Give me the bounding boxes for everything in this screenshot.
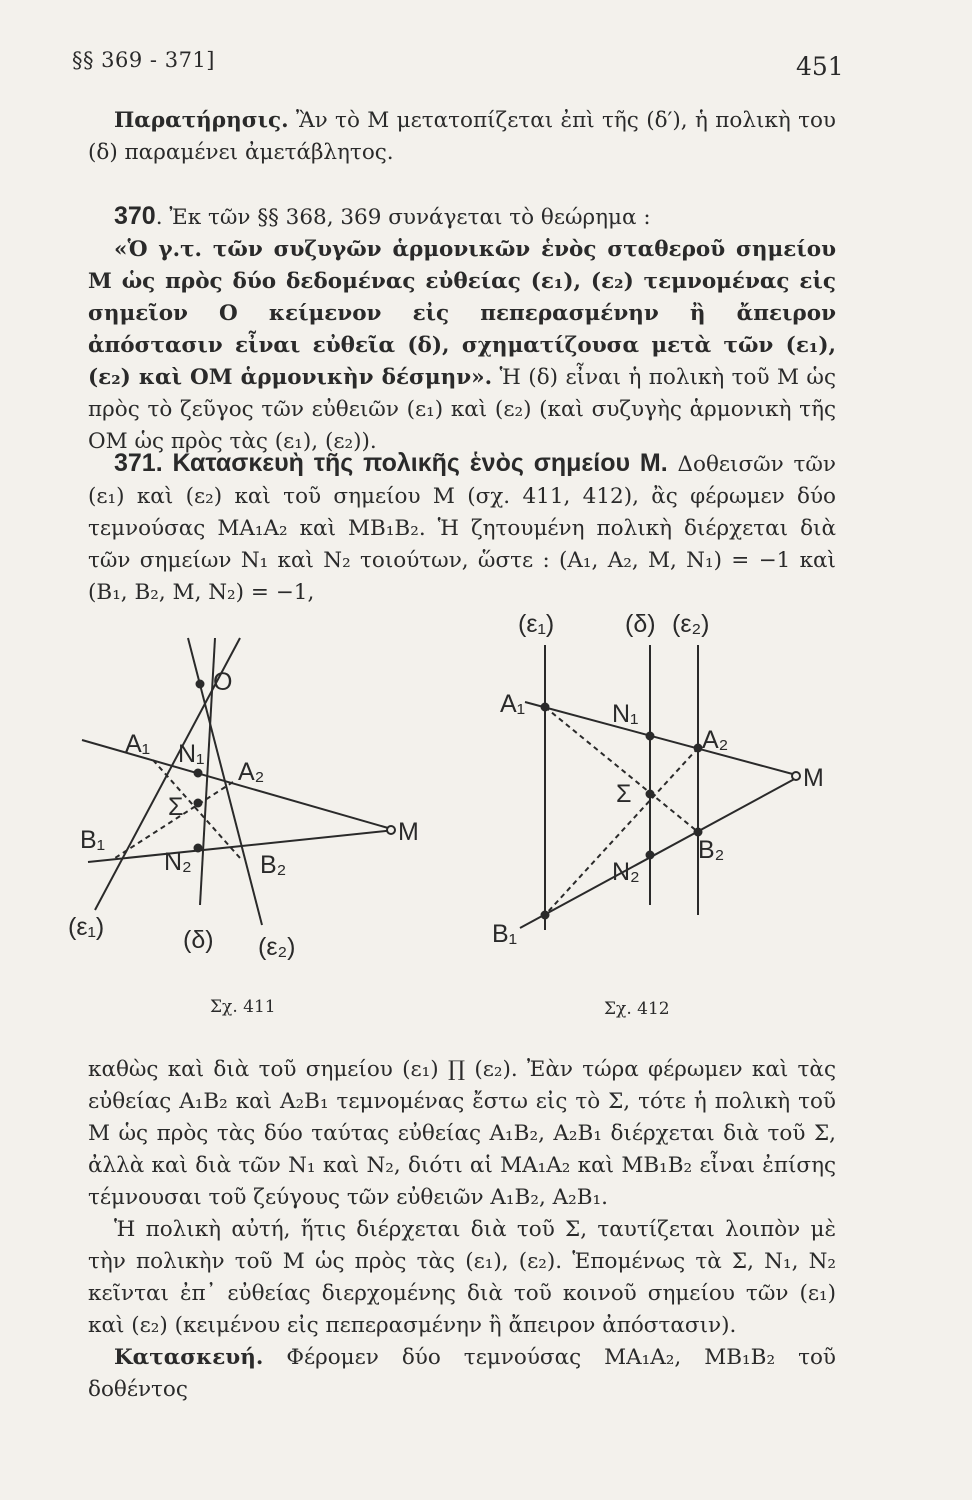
construction-label: Κατασκευή. [114, 1345, 264, 1370]
fig412-label-B1: B₁ [492, 920, 518, 948]
point-S [647, 791, 654, 798]
section-370-intro: . Ἐκ τῶν §§ 368, 369 συνάγεται τὸ θεώρημα : [155, 205, 651, 230]
point-B1 [542, 912, 549, 919]
secant-MA1A2 [525, 702, 800, 776]
fig411-label-A2: A₂ [238, 758, 265, 786]
section-371-number: 371 [114, 449, 156, 477]
point-N2 [195, 845, 202, 852]
fig412-caption: Σχ. 412 [604, 999, 670, 1019]
fig411-label-B1: B₁ [80, 826, 106, 854]
page-number: 451 [796, 52, 844, 81]
figure-412 [520, 645, 800, 930]
point-S [195, 800, 202, 807]
fig411-label-O: O [213, 668, 233, 696]
point-M [387, 826, 395, 834]
fig412-label-e1: (ε₁) [518, 610, 555, 638]
figure-412-labels [492, 610, 824, 1019]
theorem-remark: Ἡ (δ) εἶναι ἡ πολικὴ τοῦ M ὡς πρὸς τὸ ζεῦγος τῶν εὐθειῶν (ε₁) καὶ (ε₂) (καὶ συζυγὴς ἁρμονικὴ τῆς OM ὡς πρὸς τὰς (ε₁), (ε₂)). [88, 365, 836, 454]
fig412-label-S: Σ [616, 780, 632, 808]
running-header-sections: §§ 369 - 371] [72, 48, 215, 72]
fig411-label-N1: N₁ [178, 740, 205, 768]
fig412-label-A2: A₂ [702, 726, 729, 754]
diag-A2B1 [545, 748, 698, 915]
fig411-label-e2: (ε₂) [258, 933, 296, 961]
construction-text: Φέρομεν δύο τεμνούσας MA₁A₂, MB₁B₂ τοῦ δοθέντος [88, 1345, 836, 1402]
point-B2 [695, 829, 702, 836]
remark-text: Ἂν τὸ M μετατοπίζεται ἐπὶ τῆς (δ′), ἡ πολικὴ του (δ) παραμένει ἀμετάβλητος. [88, 108, 836, 165]
fig411-label-B2: B₂ [260, 851, 287, 879]
theorem-statement: «Ὁ γ.τ. τῶν συζυγῶν ἁρμονικῶν ἑνὸς σταθεροῦ σημείου M ὡς πρὸς δύο δεδομένας εὐθείας (ε₁), (ε₂) τεμνομένας εἰς σημεῖον O κείμενον εἰς πεπερασμένην ἢ ἄπειρον ἀπόστασιν εἶναι εὐθεῖα (δ), σχηματίζουσα μετὰ τῶν (ε₁), (ε₂) καὶ OM ἁρμονικὴν δέσμην». [88, 237, 836, 390]
fig412-label-B2: B₂ [698, 836, 725, 864]
point-N2 [647, 852, 654, 859]
fig412-label-delta: (δ) [625, 610, 656, 638]
fig411-label-delta: (δ) [183, 926, 214, 954]
continuation-text [88, 1054, 836, 1406]
section-370-number: 370 [114, 202, 156, 230]
fig411-label-S: Σ [168, 793, 184, 821]
fig411-label-e1: (ε₁) [68, 913, 105, 941]
figure-411-labels [68, 668, 419, 1017]
fig412-label-e2: (ε₂) [672, 610, 710, 638]
point-O [197, 681, 204, 688]
point-A1 [542, 704, 549, 711]
point-A2 [695, 745, 702, 752]
fig412-label-M: M [803, 764, 824, 792]
remark-label: Παρατήρησις. [114, 108, 289, 133]
secant-MB1B2 [520, 776, 800, 928]
section-371-text: Δοθεισῶν τῶν (ε₁) καὶ (ε₂) καὶ τοῦ σημείου M (σχ. 411, 412), ἂς φέρωμεν δύο τεμνούσας MA₁A₂ καὶ MB₁B₂. Ἡ ζητουμένη πολικὴ διέρχεται διὰ τῶν σημείων N₁ καὶ N₂ τοιούτων, ὥστε : (A₁, A₂, M, N₁) = −1 καὶ (B₁, B₂, M, N₂) = −1, [88, 452, 836, 605]
point-M [792, 772, 800, 780]
fig412-label-N1: N₁ [612, 700, 639, 728]
fig411-caption: Σχ. 411 [210, 997, 276, 1017]
fig411-label-A1: A₁ [125, 730, 151, 758]
continuation-paragraph-2: Ἡ πολικὴ αὐτή, ἥτις διέρχεται διὰ τοῦ Σ, ταυτίζεται λοιπὸν μὲ τὴν πολικὴν τοῦ M ὡς πρὸς τὰς (ε₁), (ε₂). Ἑπομένως τὰ Σ, N₁, N₂ κεῖνται ἐπ᾽ εὐθείας διερχομένης διὰ τοῦ κοινοῦ σημείου τῶν (ε₁) καὶ (ε₂) (κειμένου εἰς πεπερασμένην ἢ ἄπειρον ἀπόστασιν). [88, 1217, 836, 1338]
section-371-title: . Κατασκευὴ τῆς πολικῆς ἑνὸς σημείου M. [155, 449, 668, 477]
fig411-label-M: M [398, 818, 419, 846]
fig411-label-N2: N₂ [164, 848, 192, 876]
point-N1 [647, 733, 654, 740]
construction-paragraph [88, 1342, 836, 1406]
continuation-paragraph-1: καθὼς καὶ διὰ τοῦ σημείου (ε₁) ∏ (ε₂). Ἐὰν τώρα φέρωμεν καὶ τὰς εὐθείας A₁B₂ καὶ A₂B₁ τεμνομένας ἔστω εἰς τὸ Σ, τότε ἡ πολικὴ τοῦ M ὡς πρὸς τὰς δύο ταύτας εὐθείας A₁B₂, A₂B₁ διέρχεται διὰ τοῦ Σ, ἀλλὰ καὶ διὰ τῶν N₁ καὶ N₂, διότι αἱ MA₁A₂ καὶ MB₁B₂ εἶναι ἐπίσης τέμνουσαι τοῦ ζεύγους τῶν εὐθειῶν A₁B₂, A₂B₁. [88, 1057, 836, 1210]
fig412-label-A1: A₁ [500, 690, 526, 718]
fig412-label-N2: N₂ [612, 858, 640, 886]
point-N1 [195, 770, 202, 777]
